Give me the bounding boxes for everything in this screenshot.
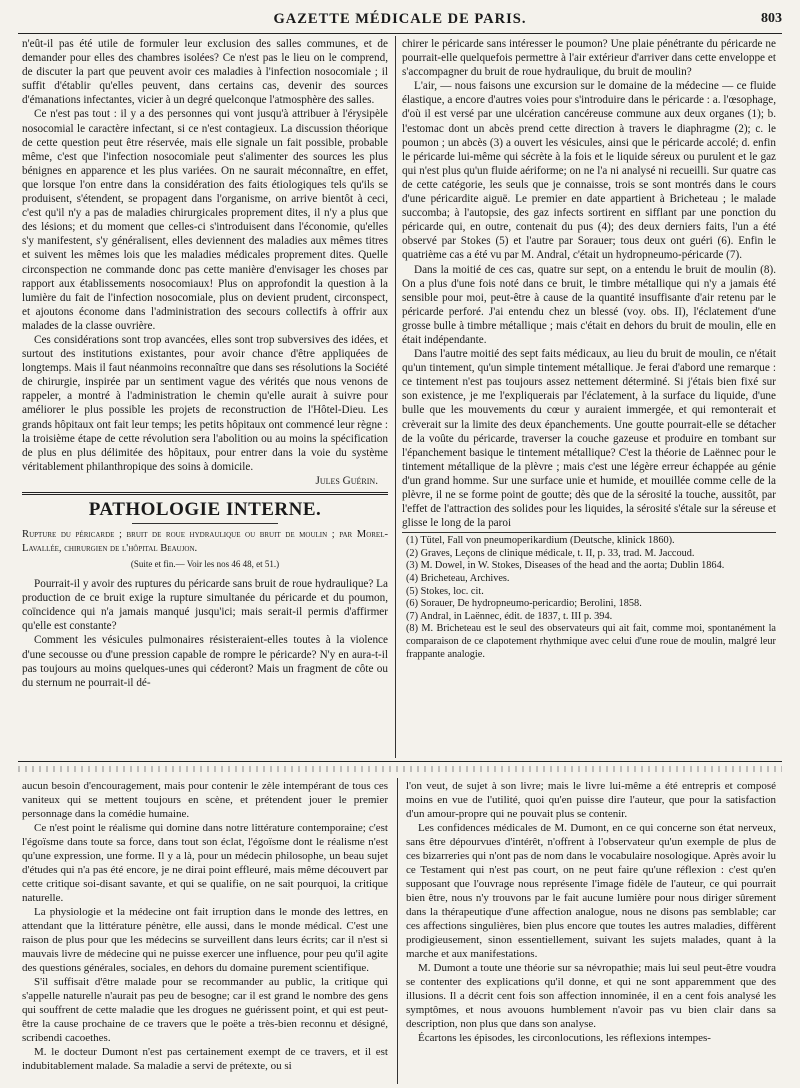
footnote: (6) Sorauer, De hydropneumo-pericardio; Berolini, 1858. [406,598,642,610]
article-continuation-note: (Suite et fin.— Voir les nos 46 48, et 51.) [130,559,280,569]
paragraph: S'il suffisait d'être malade pour se recommander au public, la critique qui s'appelle naturelle n'aurait pas peu de besogne; car il est grand le nombre des gens qui souffrent de cette maladie que les drogues ne guérissent point, et qui est peut-être la cause prochaine de ce travers que le poëte a très-bien reconnu et désigné, scribendi cacoethes. [22,976,388,1044]
paragraph: Dans l'autre moitié des sept faits médicaux, au lieu du bruit de moulin, ce n'était qu'un tintement, qu'un simple tintement métallique. Je ferai d'abord une remarque : ce tintement n'est pas toujours assez nettement déterminé. Si j'étais bien fixé sur son existence, je me l'expliquerais par l'éclatement, à la surface du liquide, d'une bulle que les mouvements du cœur y auraient immergée, et qui remonterait et crèverait sur la limite des deux épanchements. Une goutte pourrait-elle se détacher de la voûte du péricarde, traverser la couche gazeuse et produire en tombant sur l'épanchement basique le tintement métallique? C'est la théorie de Laënnec pour le tintement métallique de la plèvre ; mais c'est une légère erreur échappée au génie d'un grand homme. Sur une surface unie et humide, et mouillée comme celle de la plèvre, il ne se forme point de goutte; dès que de la sérosité la touche, aussitôt, par l'effet de l'attraction des solides pour les liquides, la sérosité s'étale sur la séreuse et glisse le long de la paroi [402,348,776,530]
footnote: (8) M. Bricheteau est le seul des observateurs qui ait fait, comme moi, spontanément la comparaison de ce clapotement rhythmique avec celui d'une roue de moulin, malgré leur frappante analogie. [406,623,776,660]
paragraph: Dans la moitié de ces cas, quatre sur sept, on a entendu le bruit de moulin (8). On a plus d'une fois noté dans ce bruit, le timbre métallique qui n'y a jamais été sensible pour moi, peut-être à cause de la quantité insuffisante d'air retenu par le péricarde perforé. J'ai entendu chez un blessé (voy. obs. II), l'éclatement d'une grosse bulle à timbre métallique ; mais c'était en dehors du bruit de moulin, elle en était indépendante. [402,263,776,346]
journal-title: GAZETTE MÉDICALE DE PARIS. [273,10,527,27]
feuilleton-rule [18,761,782,762]
footnote: (2) Graves, Leçons de clinique médicale, t. II, p. 33, trad. M. Jaccoud. [406,547,695,559]
section-divider [22,492,388,495]
feuilleton-column-divider [397,778,398,1084]
fold-line [18,766,782,772]
paragraph: l'on veut, de sujet à son livre; mais le livre lui-même a été entrepris et composé moins en vue de l'utilité, quoi qu'en puisse dire l'auteur, que pour la satisfaction d'un amour-propre qui ne pouvait plus se contenir. [406,780,776,820]
paragraph: Comment les vésicules pulmonaires résisteraient-elles toutes à la violence d'une secousse ou d'une pression capable de rompre le péricarde? N'y en aura-t-il pas toujours au moins quelques-unes qui céderont? Mais un fragment de côte ou du sternum ne pourrait-il dé- [22,634,388,689]
article-heading: Rupture du péricarde ; bruit de roue hydraulique ou bruit de moulin ; par Morel-Lavallée, chirurgien de l'hôpital Beaujon. [22,529,388,554]
page-header [18,8,782,30]
footnote: (3) M. Dowel, in W. Stokes, Diseases of the head and the aorta; Dublin 1864. [406,560,725,572]
paragraph: Écartons les épisodes, les circonlocutions, les réflexions intempes- [418,1032,711,1044]
feuilleton-left-column [22,779,388,1084]
page-number: 803 [761,11,782,26]
paragraph: chirer le péricarde sans intéresser le poumon? Une plaie pénétrante du péricarde ne pourrait-elle quelquefois permettre à l'air extérieur d'arriver dans cette enveloppe et s'accompagner du bruit de roue hydraulique, du bruit de moulin? [402,38,776,79]
paragraph: Pourrait-il y avoir des ruptures du péricarde sans bruit de roue hydraulique? La production de ce bruit exige la rupture simultanée du péricarde et du poumon, coïncidence qui n'a jamais manqué jusqu'ici; mais serait-il permis d'affirmer qu'elle est constante? [22,578,388,633]
paragraph: n'eût-il pas été utile de formuler leur exclusion des salles communes, et de demander pour elles des chambres isolées? Ce n'est pas le lieu on le comprend, de discuter la part que peuvent avoir ces maladies à l'infection nosocomiale ; il suffit d'établir qu'elles peuvent, dans certains cas, devenir des sources d'émanations infectantes, vicier à un degré quelconque l'atmosphère des salles. [22,38,388,107]
paragraph: M. le docteur Dumont n'est pas certainement exempt de ce travers, et il est indubitablement malade. Sa maladie a servi de prétexte, ou si [22,1046,388,1072]
paragraph: Ces considérations sont trop avancées, elles sont trop subversives des idées, et surtout des institutions existantes, pour avoir chance d'être appliquées de longtemps. Mais il faut néanmoins reconnaître que dans ses résolutions la Société de chirurgie, inspirée par un sentiment vague des vérités que nous venons de rappeler, a montré à l'administration le chemin qu'elle aurait à suivre pour améliorer le plus possible les projets de reconstruction de l'Hôtel-Dieu. Les grands hôpitaux ont fait leur temps; les petits hôpitaux ont commencé leur règne : la troisième étape de cette révolution sera l'abolition ou au moins la spécification de plus en plus délimitée des hôpitaux, pour entrer dans la voie du système véritablement philanthropique des soins à domicile. [22,333,388,473]
feuilleton-right-column [406,779,776,1084]
paragraph: La physiologie et la médecine ont fait irruption dans le monde des lettres, en attendant que la littérature pénètre, elle aussi, dans le monde médical. C'est une raison de plus pour que les médecins se surveillent dans leurs écrits; car il n'est si mauvais livre de médecine qui ne puisse exercer une influence, pour peu qu'il agite des questions générales, sociales, en dehors du domaine purement scientifique. [22,906,388,974]
section-title: PATHOLOGIE INTERNE. [88,499,322,520]
paragraph: Les confidences médicales de M. Dumont, en ce qui concerne son état nerveux, sans être dépourvues d'intérêt, n'offrent à l'observateur qu'un exemple de plus de ces bizarreries qui n'ont pas de nom dans le vocabulaire nosologique. Après avoir lu ce Testament qui n'est pas court, on ne peut faire qu'une réflexion : c'est qu'en supposant que l'ouvrage nous représente l'image fidèle de l'auteur, ce qui pourrait bien être, nous n'y trouvons par le fait aucune lumière pour nous diriger sûrement dans la thérapeutique d'une affection analogue, nous ne disons pas semblable; car ces affections singulières, bien plus encore que toutes les autres maladies, diffèrent prodigieusement, sinon essentiellement, suivant les sujets malades, quant à la marche et aux manifestations. [406,822,776,960]
footnote: (1) Tütel, Fall von pneumoperikardium (Deutsche, klinick 1860). [406,535,675,547]
header-rule [18,33,782,34]
signature: Jules Guérin. [315,474,378,487]
footnote: (4) Bricheteau, Archives. [406,573,510,585]
section-title-rule [132,523,278,524]
footnote: (5) Stokes, loc. cit. [406,585,484,597]
paragraph: aucun besoin d'encouragement, mais pour contenir le zèle intempérant de tous ces vaniteux qui se mettent toujours en scène, et prétendent jouer le premier personnage dans la comédie humaine. [22,780,388,820]
column-divider [395,36,396,758]
footnote: (7) Andral, in Laënnec, édit. de 1837, t. III p. 394. [406,610,613,622]
paragraph: Ce n'est point le réalisme qui domine dans notre littérature contemporaine; c'est l'égoïsme dans toute sa force, dans tout son éclat, l'égoïsme dont le réalisme n'est qu'une expression, une forme. Il y a là, pour un médecin philosophe, un beau sujet d'études qui n'a pas été encore, je ne dirai point effleuré, mais même découvert par cette critique soi-disant savante, et qui se qualifie, on ne sait pourquoi, la critique naturelle. [22,822,388,904]
right-column [402,37,776,757]
paragraph: M. Dumont a toute une théorie sur sa névropathie; mais lui seul peut-être voudra se contenter des explications qu'il donne, et qui ne sont apparemment que des illusions. Il a décrit cent fois son affection innominée, il en a cent fois analysé les symptômes, et nous avouons humblement n'avoir pas vu bien clair dans sa description, non plus que dans son analyse. [406,962,776,1030]
paragraph: Ce n'est pas tout : il y a des personnes qui vont jusqu'à attribuer à l'érysipèle nosocomial le caractère infectant, si ce n'est contagieux. La discussion théorique de cette question peut être réservée, mais elle signale un fait possible, probable même, c'est que l'infection nosocomiale peut s'alimenter des sources les plus bénignes en apparence et les plus variées. On ne saurait méconnaître, en effet, que lorsque l'on entre dans la considération des faits étiologiques tels qu'ils se produisent, s'étendent, se propagent dans l'organisme, on arrive bientôt à ceci, c'est qu'il n'y a pas de maladies chirurgicales proprement dites, il n'y a plus que des lésions; et du moment que celles-ci s'introduisent dans l'économie, qu'elles s'y manifestent, s'y généralisent, elles deviennent des maladies aux mêmes titres et suivent les mêmes lois que les maladies médicales proprement dites. Quelle circonspection ne commande donc pas cette manière d'envisager les choses par rapport aux établissements nosocomiaux! Plus on approfondit la question à la lumière du fait de l'infection nosocomiale, plus on devient prudent, circonspect, et ajoutons économe dans l'administration des secours collectifs à offrir aux malades de la classe ouvrière. [22,108,388,332]
left-column [22,37,388,757]
paragraph: L'air, — nous faisons une excursion sur le domaine de la médecine — ce fluide élastique, a encore d'autres voies pour s'introduire dans le péricarde : a. l'œsophage, d'où il est versé par une ulcération cancéreuse commune aux deux organes (1); b. l'estomac dont un abcès prend cette direction à travers le diaphragme (2); c. le poumon ; un abcès (3) a ouvert les vésicules, ainsi que le péricarde accolé; d. enfin le péricarde lui-même qui sécrète à la fois et le liquide séreux ou purulent et le gaz qui n'est plus qu'un fluide aériforme; on ne l'a ni analysé ni recueilli. Sur quatre cas de cette catégorie, les seuls que je connaisse, trois se sont montrés dans le cours d'une péricardite aiguë. Le premier en date appartient à Bricheteau ; le malade succomba; à l'autopsie, des gaz infects sortirent en sifflant par une ponction du péricarde qui, en outre, contenait du pus (4); des deux derniers faits, l'un a été observé par Stokes (5) et l'autre par Sorauer; tous deux ont guéri (6). Enfin le quatrième cas a été vu par M. Andral, c'était un hydropneumo-péricarde (7). [402,80,776,262]
footnote-rule [402,532,776,533]
